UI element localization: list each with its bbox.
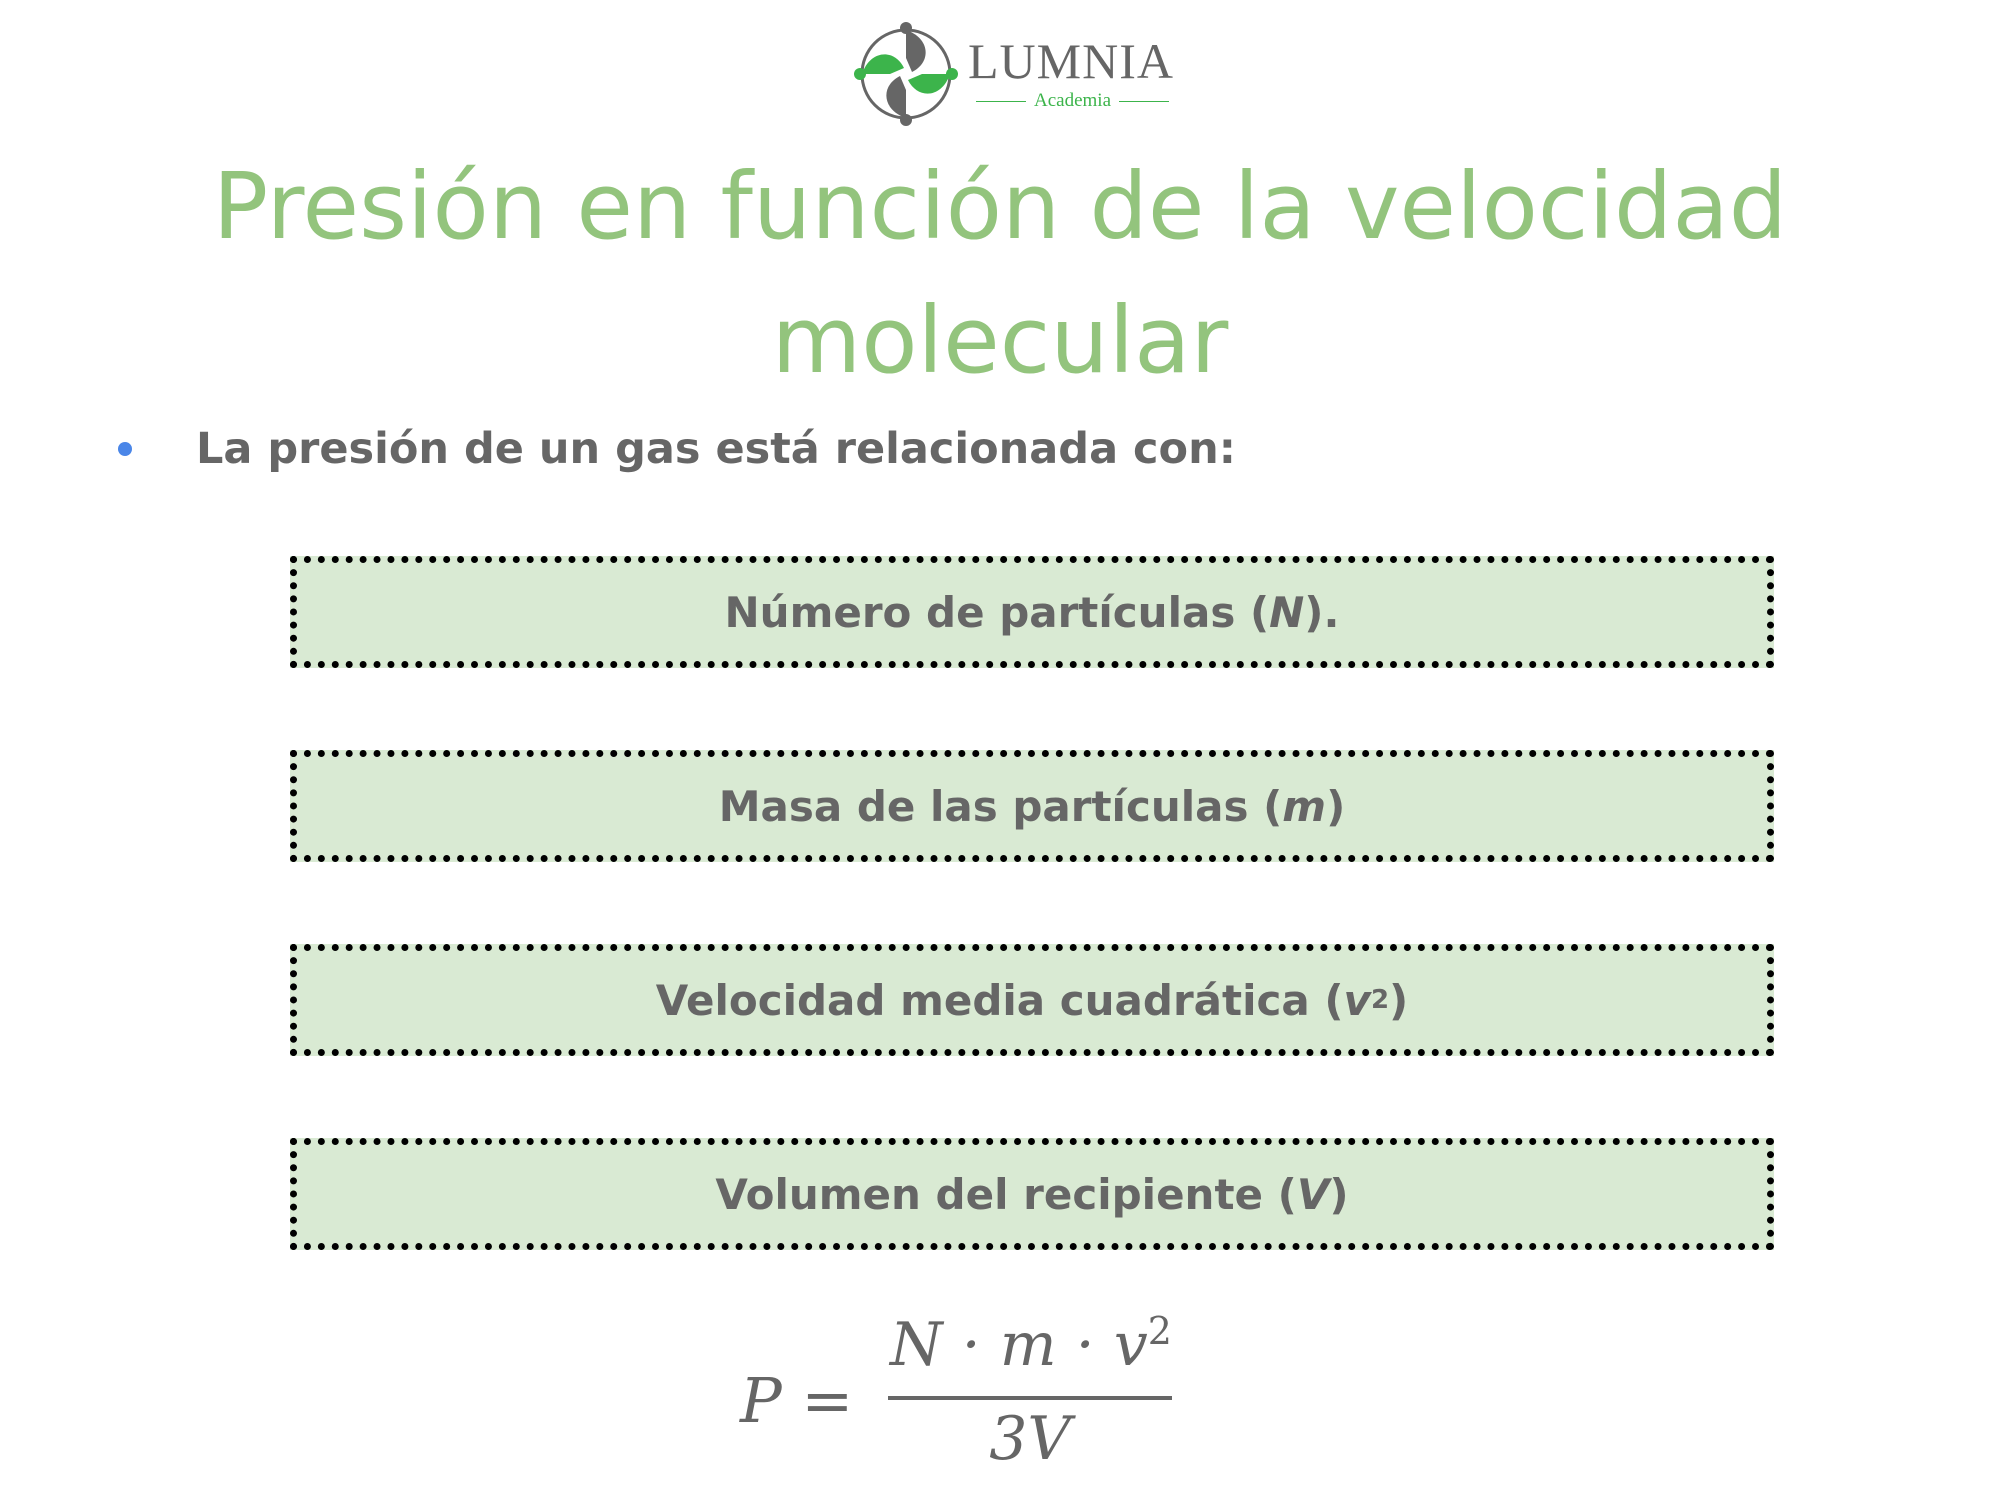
bullet-dot-icon: [118, 442, 132, 456]
formula-numerator: [890, 1310, 1170, 1380]
formula-lhs: P =: [740, 1364, 854, 1437]
formula-numerator-exponent: 2: [1147, 1309, 1172, 1353]
factor-suffix: ): [1389, 975, 1409, 1025]
factor-label: Volumen del recipiente (: [715, 1169, 1297, 1219]
formula-numerator-text: N · m · v: [890, 1310, 1148, 1380]
factor-suffix: ): [1326, 781, 1346, 831]
factor-box-volume: [290, 1138, 1774, 1250]
logo-subtitle: [968, 90, 1168, 112]
factor-label: Número de partículas (: [724, 587, 1270, 637]
pressure-formula: [730, 1310, 1180, 1480]
factor-symbol: m: [1282, 781, 1327, 831]
factor-symbol: N: [1269, 587, 1305, 637]
factor-label: Masa de las partículas (: [718, 781, 1283, 831]
formula-fraction-bar: [888, 1396, 1172, 1400]
slide-title: Presión en función de la velocidad molecular: [212, 153, 1788, 394]
factor-symbol: v: [1343, 975, 1371, 1025]
lumnia-logo-mark-icon: [850, 18, 962, 130]
factor-box-velocity: Velocidad media cuadrática ( v 2 ): [290, 944, 1774, 1056]
factor-label: Velocidad media cuadrática (: [655, 975, 1344, 1025]
factor-symbol: V: [1296, 1169, 1330, 1219]
factor-suffix: ): [1329, 1169, 1349, 1219]
lumnia-logo: [850, 18, 1174, 130]
formula-denominator: 3V: [989, 1404, 1071, 1474]
bullet-text: La presión de un gas está relacionada con:: [196, 424, 1236, 474]
factor-suffix: ).: [1304, 587, 1340, 637]
factor-box-particles: [290, 556, 1774, 668]
logo-subtitle-text: Academia: [1034, 90, 1112, 111]
logo-name: LUMNIA: [968, 33, 1174, 89]
factor-box-mass: [290, 750, 1774, 862]
